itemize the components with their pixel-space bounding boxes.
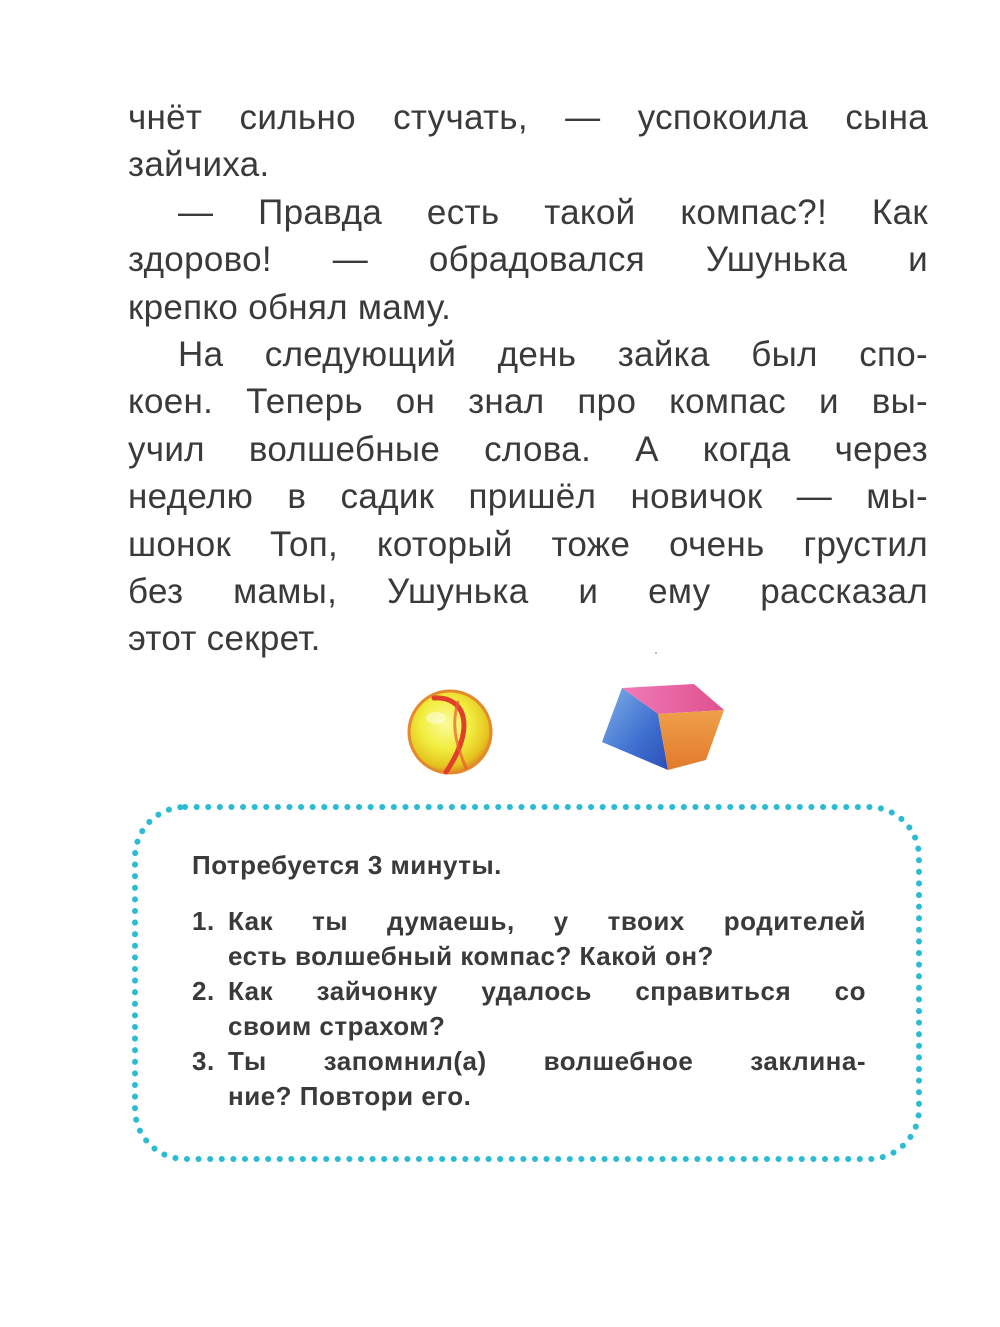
- story-line: зайчиха.: [128, 145, 270, 185]
- question-line: Как ты думаешь, у твоих родителей: [228, 906, 866, 936]
- question-line: Ты запомнил(а) волшебное заклина-: [228, 1046, 866, 1076]
- question-item: [192, 974, 866, 1044]
- story-line: коен. Теперь он знал про компас и вы-: [128, 382, 928, 422]
- question-number: 2.: [192, 976, 215, 1006]
- story-line: учил волшебные слова. А когда через: [128, 429, 928, 469]
- story-line: здорово! — обрадовался Ушунька и: [128, 240, 928, 280]
- story-line: без мамы, Ушунька и ему рассказал: [128, 571, 928, 611]
- story-line: крепко обнял маму.: [128, 287, 452, 327]
- question-line: своим страхом?: [228, 1011, 446, 1041]
- story-line: — Правда есть такой компас?! Как: [178, 192, 928, 232]
- question-number: 1.: [192, 906, 215, 936]
- cube-icon: [600, 680, 726, 774]
- story-line: неделю в садик пришёл новичок — мы-: [128, 477, 928, 517]
- story-text: [128, 94, 928, 663]
- task-time: Потребуется 3 минуты.: [192, 850, 502, 880]
- question-line: ние? Повтори его.: [228, 1081, 472, 1111]
- task-content: [192, 848, 866, 1114]
- question-line: есть волшебный компас? Какой он?: [228, 941, 714, 971]
- question-number: 3.: [192, 1046, 215, 1076]
- story-line: На следующий день зайка был спо-: [178, 334, 928, 374]
- question-item: [192, 1044, 866, 1114]
- story-line: чнёт сильно стучать, — успокоила сына: [128, 98, 928, 137]
- story-line: этот секрет.: [128, 619, 321, 659]
- question-item: [192, 904, 866, 974]
- question-line: Как зайчонку удалось справиться со: [228, 976, 866, 1006]
- ball-icon: [406, 688, 494, 776]
- story-line: шонок Топ, который тоже очень грустил: [128, 524, 928, 564]
- task-box: [130, 802, 924, 1164]
